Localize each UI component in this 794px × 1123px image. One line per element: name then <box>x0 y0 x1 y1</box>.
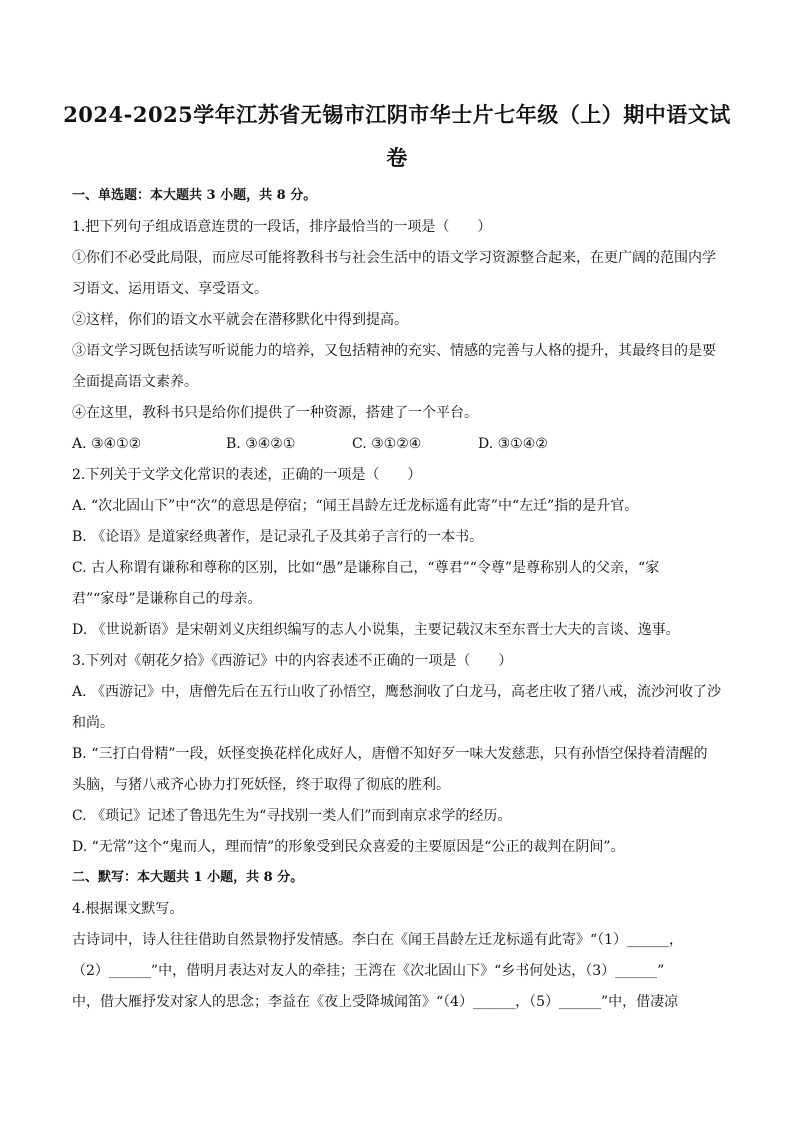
question-1-option-b: B. ③④②① <box>226 436 296 452</box>
question-3-stem: 3.下列对《朝花夕拾》《西游记》中的内容表述不正确的一项是（ ） <box>72 653 513 669</box>
question-2-option-b: B. 《论语》是道家经典著作，是记录孔子及其弟子言行的一本书。 <box>72 529 484 545</box>
question-1-sentence-1: ①你们不必受此局限，而应尽可能将教科书与社会生活中的语文学习资源整合起来，在更广阔的范围内学 <box>72 250 716 266</box>
question-4-line-2: （2）______”中，借明月表达对友人的牵挂；王湾在《次北固山下》“乡书何处达，（3）______” <box>72 963 665 979</box>
question-1-stem: 1.把下列句子组成语意连贯的一段话，排序最恰当的一项是（ ） <box>72 219 492 235</box>
question-4-line-3: 中，借大雁抒发对家人的思念；李益在《夜上受降城闻笛》“（4）______，（5）______”中，借凄凉 <box>72 994 679 1010</box>
section-header-single-choice: 一、单选题：本大题共 3 小题，共 8 分。 <box>72 188 317 203</box>
question-3-option-a-cont: 和尚。 <box>72 715 114 731</box>
question-1-options <box>72 434 722 454</box>
question-2-stem: 2.下列关于文学文化常识的表述，正确的一项是（ ） <box>72 467 422 483</box>
question-2-option-c: C. 古人称谓有谦称和尊称的区别，比如“愚”是谦称自己，“尊君”“令尊”是尊称别人的父亲，“家 <box>72 560 660 576</box>
question-2-option-a: A. “次北固山下”中“次”的意思是停宿；“闻王昌龄左迁龙标遥有此寄”中“左迁”指的是升官。 <box>72 498 639 514</box>
section-header-dictation: 二、默写：本大题共 1 小题，共 8 分。 <box>72 870 304 885</box>
exam-title-line1: 2024-2025学年江苏省无锡市江阴市华士片七年级（上）期中语文试 <box>63 102 731 127</box>
question-2-option-d: D. 《世说新语》是宋朝刘义庆组织编写的志人小说集，主要记载汉末至东晋士大夫的言谈、逸事。 <box>72 622 680 638</box>
question-1-sentence-3: ③语文学习既包括读写听说能力的培养，又包括精神的充实、情感的完善与人格的提升，其最终目的是要 <box>72 343 716 359</box>
question-2-option-c-cont: 君”“家母”是谦称自己的母亲。 <box>72 591 262 607</box>
question-1-sentence-3-cont: 全面提高语文素养。 <box>72 374 198 390</box>
question-3-option-b-cont: 头脑，与猪八戒齐心协力打死妖怪，终于取得了彻底的胜利。 <box>72 777 450 793</box>
question-4-stem: 4.根据课文默写。 <box>72 901 184 917</box>
question-3-option-c: C. 《琐记》记述了鲁迅先生为“寻找别一类人们”而到南京求学的经历。 <box>72 808 512 824</box>
question-1-sentence-4: ④在这里，教科书只是给你们提供了一种资源，搭建了一个平台。 <box>72 405 478 421</box>
question-1-option-a: A. ③④①② <box>72 436 142 452</box>
question-1-option-d: D. ③①④② <box>478 436 548 452</box>
question-1-sentence-2: ②这样，你们的语文水平就会在潜移默化中得到提高。 <box>72 312 408 328</box>
question-3-option-b: B. “三打白骨精”一段，妖怪变换花样化成好人，唐僧不知好歹一味大发慈悲，只有孙悟空保持着清醒的 <box>72 746 708 762</box>
question-3-option-d: D. “无常”这个“鬼而人，理而情”的形象受到民众喜爱的主要原因是“公正的裁判在阴间”。 <box>72 839 625 855</box>
question-1-sentence-1-cont: 习语文、运用语文、享受语文。 <box>72 281 268 297</box>
question-1-option-c: C. ③①②④ <box>352 436 422 452</box>
question-3-option-a: A. 《西游记》中，唐僧先后在五行山收了孙悟空，鹰愁涧收了白龙马，高老庄收了猪八戒，流沙河收了沙 <box>72 684 722 700</box>
question-4-line-1: 古诗词中，诗人往往借助自然景物抒发情感。李白在《闻王昌龄左迁龙标遥有此寄》“（1）______， <box>72 932 684 948</box>
exam-title-line2: 卷 <box>386 145 408 170</box>
